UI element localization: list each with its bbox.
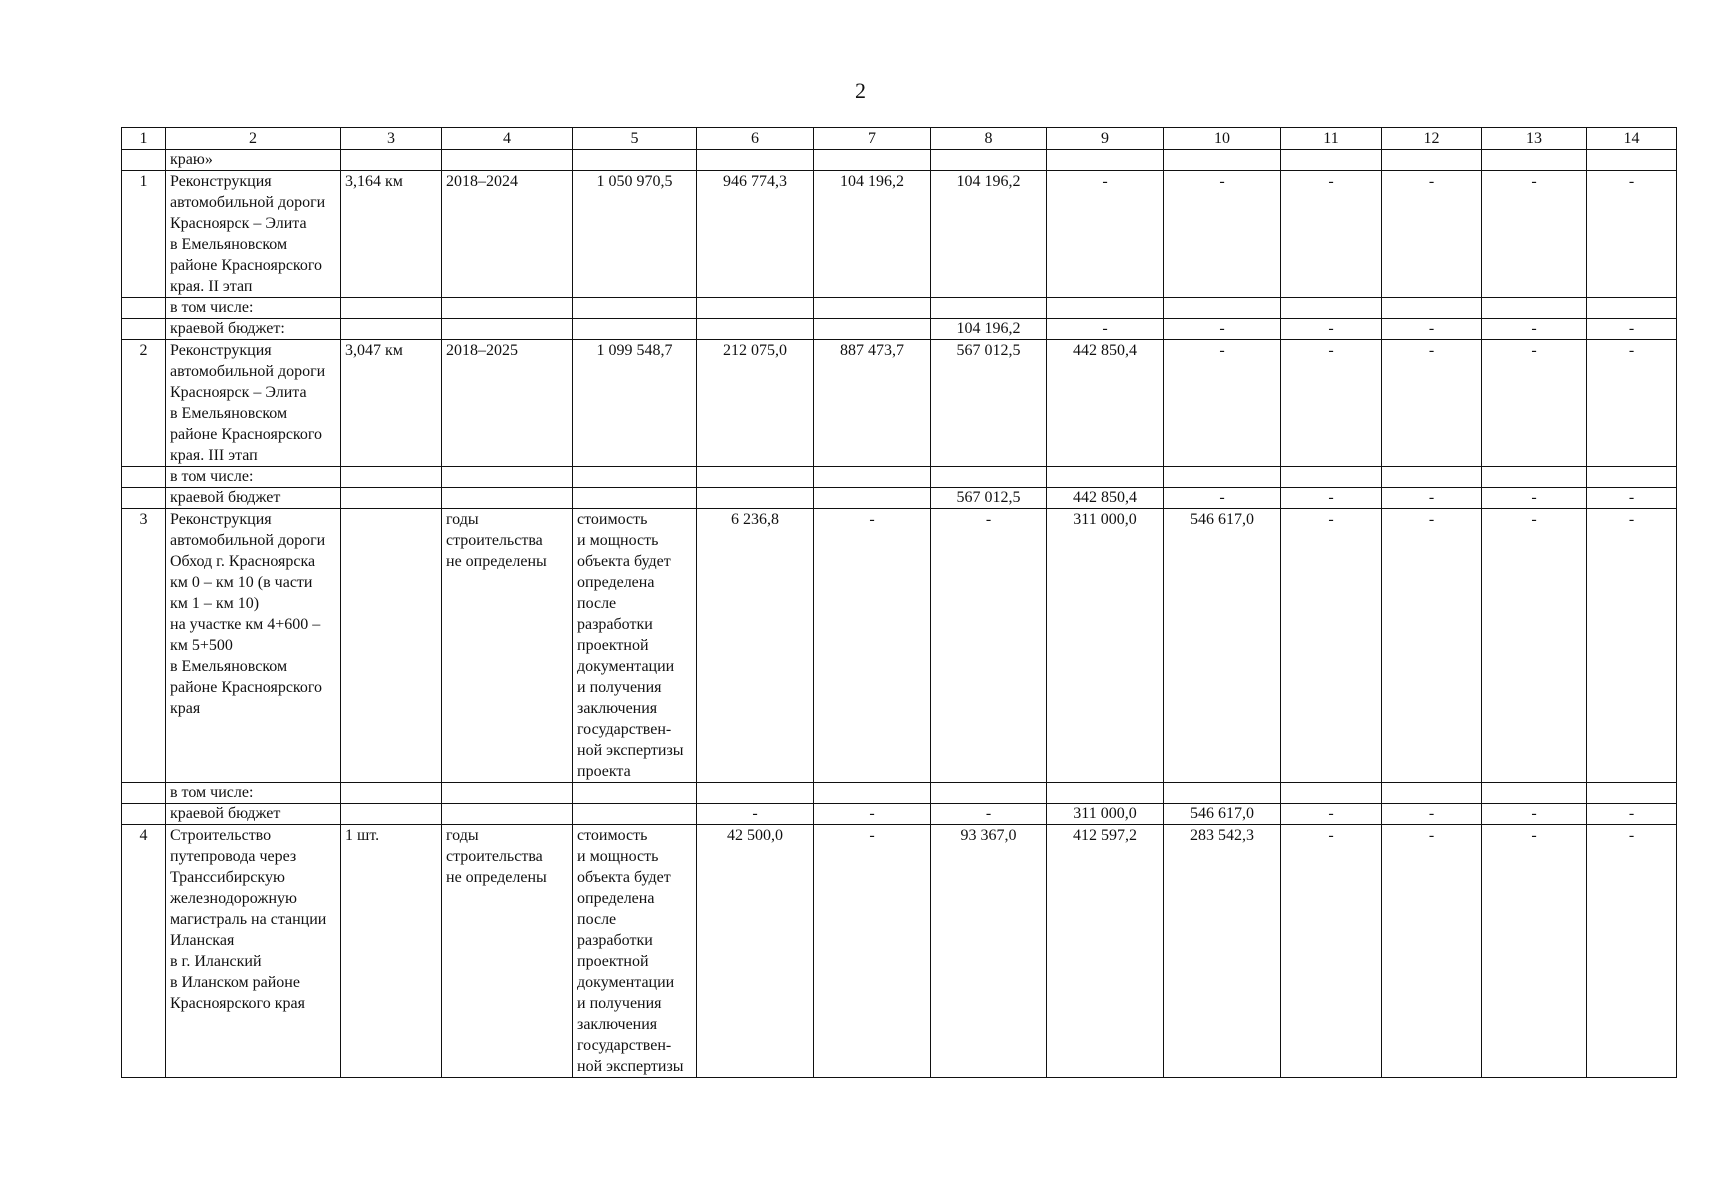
table-cell: 442 850,4 — [1047, 488, 1164, 509]
table-cell: - — [1587, 825, 1677, 1078]
table-cell: 2 — [122, 340, 166, 467]
table-cell — [1587, 298, 1677, 319]
table-cell — [341, 150, 442, 171]
table-cell: 3,047 км — [341, 340, 442, 467]
table-cell: 887 473,7 — [814, 340, 931, 467]
table-cell — [814, 150, 931, 171]
table-row — [122, 509, 1677, 783]
table-cell: - — [931, 804, 1047, 825]
table-cell — [1382, 150, 1482, 171]
table-cell — [122, 298, 166, 319]
table-cell: 311 000,0 — [1047, 804, 1164, 825]
table-cell: 212 075,0 — [697, 340, 814, 467]
table-cell — [814, 783, 931, 804]
header-cell: 11 — [1281, 128, 1382, 150]
table-cell: - — [1164, 488, 1281, 509]
table-cell: - — [1281, 340, 1382, 467]
table-cell: 3 — [122, 509, 166, 783]
table-cell: Реконструкция автомобильной дороги Красноярск – Элита в Емельяновском районе Красноярского края. II этап — [166, 171, 341, 298]
table-cell — [341, 509, 442, 783]
header-cell: 14 — [1587, 128, 1677, 150]
table-cell: - — [1164, 340, 1281, 467]
table-cell: - — [1587, 319, 1677, 340]
table-cell — [1281, 298, 1382, 319]
header-cell: 8 — [931, 128, 1047, 150]
table-cell — [1164, 783, 1281, 804]
table-cell: - — [697, 804, 814, 825]
header-cell: 9 — [1047, 128, 1164, 150]
table-row — [122, 171, 1677, 298]
table-cell: - — [1587, 171, 1677, 298]
table-cell — [1382, 783, 1482, 804]
budget-table — [121, 127, 1677, 1078]
table-cell — [1382, 298, 1482, 319]
table-cell — [931, 150, 1047, 171]
table-cell: 1 050 970,5 — [573, 171, 697, 298]
table-cell: Реконструкция автомобильной дороги Красноярск – Элита в Емельяновском районе Красноярского края. III этап — [166, 340, 341, 467]
table-cell — [442, 150, 573, 171]
table-cell: 567 012,5 — [931, 488, 1047, 509]
header-cell: 13 — [1482, 128, 1587, 150]
table-cell: - — [814, 804, 931, 825]
header-cell: 5 — [573, 128, 697, 150]
table-cell — [573, 467, 697, 488]
header-cell: 4 — [442, 128, 573, 150]
table-cell: 567 012,5 — [931, 340, 1047, 467]
table-cell — [1047, 298, 1164, 319]
table-cell — [1382, 467, 1482, 488]
table-cell — [931, 783, 1047, 804]
table-cell: стоимость и мощность объекта будет определена после разработки проектной документации и получения заключения государствен- ной экспертизы проекта — [573, 509, 697, 783]
table-cell — [697, 319, 814, 340]
table-cell — [1482, 783, 1587, 804]
table-cell: - — [1164, 319, 1281, 340]
table-cell — [573, 298, 697, 319]
page-number: 2 — [855, 78, 866, 103]
table-cell: - — [1382, 825, 1482, 1078]
table-cell: - — [1482, 319, 1587, 340]
table-cell: краевой бюджет — [166, 804, 341, 825]
table-row — [122, 804, 1677, 825]
table-cell — [442, 298, 573, 319]
table-cell: 4 — [122, 825, 166, 1078]
table-cell — [122, 804, 166, 825]
table-cell — [573, 783, 697, 804]
table-cell: - — [814, 509, 931, 783]
table-cell: 946 774,3 — [697, 171, 814, 298]
table-cell: 104 196,2 — [814, 171, 931, 298]
table-cell — [341, 804, 442, 825]
table-cell — [1164, 298, 1281, 319]
table-cell — [573, 319, 697, 340]
table-cell — [931, 467, 1047, 488]
table-cell: 412 597,2 — [1047, 825, 1164, 1078]
table-cell: в том числе: — [166, 467, 341, 488]
table-row — [122, 340, 1677, 467]
table-cell — [1164, 467, 1281, 488]
table-cell: 104 196,2 — [931, 171, 1047, 298]
header-cell: 12 — [1382, 128, 1482, 150]
table-row — [122, 488, 1677, 509]
table-cell — [442, 488, 573, 509]
table-cell: 283 542,3 — [1164, 825, 1281, 1078]
table-cell — [341, 319, 442, 340]
table-cell — [442, 467, 573, 488]
header-cell: 1 — [122, 128, 166, 150]
table-row — [122, 150, 1677, 171]
table-row — [122, 319, 1677, 340]
table-cell: 6 236,8 — [697, 509, 814, 783]
table-row — [122, 825, 1677, 1078]
table-cell — [442, 319, 573, 340]
table-cell: - — [1281, 509, 1382, 783]
table-cell — [1281, 150, 1382, 171]
header-cell: 6 — [697, 128, 814, 150]
table-cell: 3,164 км — [341, 171, 442, 298]
table-cell: Реконструкция автомобильной дороги Обход г. Красноярска км 0 – км 10 (в части км 1 – км 10) на участке км 4+600 – км 5+500 в Емельяновском районе Красноярского края — [166, 509, 341, 783]
table-cell — [1281, 783, 1382, 804]
table-cell: - — [1482, 488, 1587, 509]
table-cell — [1047, 783, 1164, 804]
table-cell: 546 617,0 — [1164, 804, 1281, 825]
table-cell: 104 196,2 — [931, 319, 1047, 340]
table-cell: 42 500,0 — [697, 825, 814, 1078]
header-cell: 2 — [166, 128, 341, 150]
header-cell: 7 — [814, 128, 931, 150]
table-cell — [1587, 150, 1677, 171]
table-cell — [1164, 150, 1281, 171]
table-cell — [122, 783, 166, 804]
table-body — [122, 128, 1677, 1078]
table-cell: 546 617,0 — [1164, 509, 1281, 783]
table-row — [122, 783, 1677, 804]
table-cell — [122, 150, 166, 171]
table-cell: - — [1281, 804, 1382, 825]
table-cell: 1 шт. — [341, 825, 442, 1078]
table-cell: - — [1382, 488, 1482, 509]
table-cell — [442, 804, 573, 825]
table-cell: - — [1382, 319, 1482, 340]
table-cell: - — [1587, 804, 1677, 825]
table-cell: 311 000,0 — [1047, 509, 1164, 783]
table-row — [122, 467, 1677, 488]
table-cell — [1047, 467, 1164, 488]
table-cell — [814, 319, 931, 340]
table-cell: краевой бюджет — [166, 488, 341, 509]
table-cell — [573, 150, 697, 171]
table-cell — [341, 467, 442, 488]
table-cell: - — [1382, 804, 1482, 825]
table-cell: краевой бюджет: — [166, 319, 341, 340]
table-cell: - — [1281, 171, 1382, 298]
table-cell: - — [1281, 825, 1382, 1078]
table-cell: - — [1382, 509, 1482, 783]
table-cell — [814, 467, 931, 488]
table-cell — [122, 488, 166, 509]
table-cell — [341, 783, 442, 804]
table-cell — [122, 319, 166, 340]
table-cell — [1281, 467, 1382, 488]
table-cell: - — [1047, 319, 1164, 340]
table-cell — [1587, 467, 1677, 488]
table-cell — [573, 488, 697, 509]
table-cell: - — [931, 509, 1047, 783]
table-cell: - — [1587, 509, 1677, 783]
table-cell: 93 367,0 — [931, 825, 1047, 1078]
table-cell — [341, 488, 442, 509]
table-cell: - — [1482, 509, 1587, 783]
table-cell: - — [1482, 340, 1587, 467]
table-cell — [573, 804, 697, 825]
table-cell — [697, 150, 814, 171]
table-cell — [697, 783, 814, 804]
table-cell: 442 850,4 — [1047, 340, 1164, 467]
header-cell: 10 — [1164, 128, 1281, 150]
table-cell: стоимость и мощность объекта будет определена после разработки проектной документации и получения заключения государствен- ной экспертизы — [573, 825, 697, 1078]
table-cell: Строительство путепровода через Транссибирскую железнодорожную магистраль на станции Иланская в г. Иланский в Иланском районе Красноярского края — [166, 825, 341, 1078]
table-cell: - — [1382, 340, 1482, 467]
table-cell — [1482, 150, 1587, 171]
table-cell — [442, 783, 573, 804]
table-cell — [122, 467, 166, 488]
table-row — [122, 298, 1677, 319]
table-cell: 2018–2025 — [442, 340, 573, 467]
table-cell: 1 099 548,7 — [573, 340, 697, 467]
header-cell: 3 — [341, 128, 442, 150]
table-cell: - — [1281, 488, 1382, 509]
table-cell — [931, 298, 1047, 319]
table-cell: - — [1482, 804, 1587, 825]
table-cell: - — [814, 825, 931, 1078]
table-cell — [814, 298, 931, 319]
table-cell — [1482, 467, 1587, 488]
table-cell: годы строительства не определены — [442, 825, 573, 1078]
table-cell: - — [1164, 171, 1281, 298]
table-cell — [341, 298, 442, 319]
table-cell: годы строительства не определены — [442, 509, 573, 783]
table-cell — [697, 298, 814, 319]
table-cell: в том числе: — [166, 783, 341, 804]
table-cell — [697, 467, 814, 488]
table-cell: - — [1587, 488, 1677, 509]
table-cell — [1482, 298, 1587, 319]
table-cell: в том числе: — [166, 298, 341, 319]
table-cell: - — [1482, 825, 1587, 1078]
table-cell: 2018–2024 — [442, 171, 573, 298]
table-cell: - — [1047, 171, 1164, 298]
table-cell: - — [1482, 171, 1587, 298]
table-cell — [814, 488, 931, 509]
header-row — [122, 128, 1677, 150]
table-cell: 1 — [122, 171, 166, 298]
table-cell — [697, 488, 814, 509]
table-cell: - — [1281, 319, 1382, 340]
table-cell: краю» — [166, 150, 341, 171]
table-cell: - — [1587, 340, 1677, 467]
table-cell: - — [1382, 171, 1482, 298]
table-cell — [1047, 150, 1164, 171]
table-cell — [1587, 783, 1677, 804]
